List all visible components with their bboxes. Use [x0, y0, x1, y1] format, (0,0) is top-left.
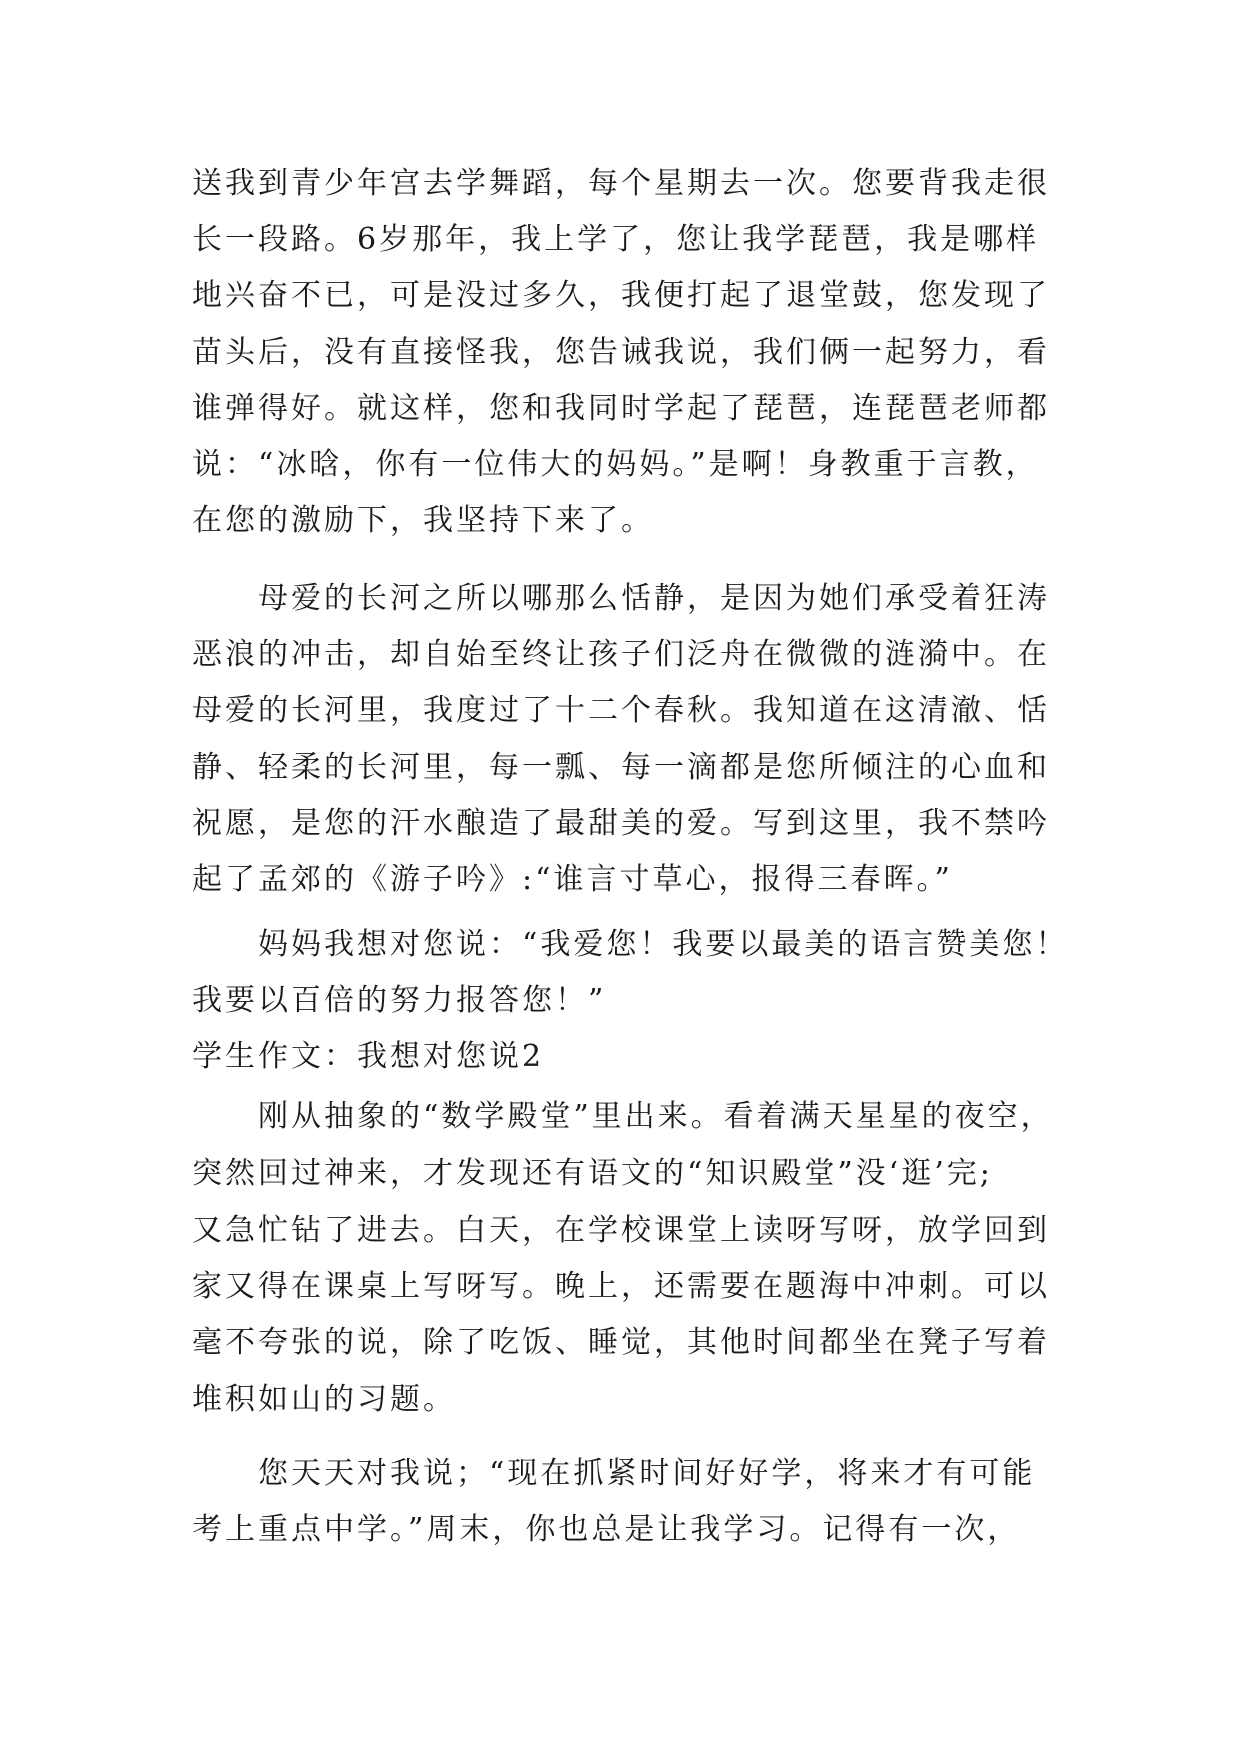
- paragraph-1-line-5: 谁弹得好。就这样，您和我同时学起了琵琶，连琵琶老师都: [192, 391, 1050, 426]
- paragraph-4-line-2: 突然回过神来，才发现还有语文的“知识殿堂”没‘逛’完;: [192, 1156, 993, 1191]
- paragraph-3-line-1: 妈妈我想对您说：“我爱您！我要以最美的语言赞美您！: [258, 927, 1069, 962]
- paragraph-1-line-1: 送我到青少年宫去学舞蹈，每个星期去一次。您要背我走很: [192, 166, 1050, 201]
- paragraph-5-line-1: 您天天对我说；“现在抓紧时间好好学，将来才有可能: [258, 1456, 1036, 1491]
- paragraph-2-line-6: 起了孟郊的《游子吟》:“谁言寸草心，报得三春晖。”: [192, 862, 953, 897]
- paragraph-1-line-6: 说：“冰晗，你有一位伟大的妈妈。”是啊！身教重于言教，: [192, 447, 1039, 482]
- paragraph-4-line-6: 堆积如山的习题。: [192, 1382, 456, 1417]
- paragraph-4-line-5: 毫不夸张的说，除了吃饭、睡觉，其他时间都坐在凳子写着: [192, 1325, 1050, 1360]
- paragraph-2-line-5: 祝愿，是您的汗水酿造了最甜美的爱。写到这里，我不禁吟: [192, 806, 1050, 841]
- essay-heading: 学生作文：我想对您说2: [192, 1039, 545, 1074]
- paragraph-1-line-4: 苗头后，没有直接怪我，您告诫我说，我们俩一起努力，看: [192, 335, 1050, 370]
- paragraph-2-line-3: 母爱的长河里，我度过了十二个春秋。我知道在这清澈、恬: [192, 693, 1050, 728]
- paragraph-2-line-1: 母爱的长河之所以哪那么恬静，是因为她们承受着狂涛: [258, 581, 1050, 616]
- paragraph-4-line-1: 刚从抽象的“数学殿堂”里出来。看着满天星星的夜空，: [258, 1099, 1054, 1134]
- paragraph-1-line-7: 在您的激励下，我坚持下来了。: [192, 503, 654, 538]
- paragraph-1-line-2: 长一段路。6岁那年，我上学了，您让我学琵琶，我是哪样: [192, 222, 1040, 257]
- paragraph-4-line-3: 又急忙钻了进去。白天，在学校课堂上读呀写呀，放学回到: [192, 1213, 1050, 1248]
- paragraph-5-line-2: 考上重点中学。”周末，你也总是让我学习。记得有一次，: [192, 1512, 1021, 1547]
- paragraph-4-line-4: 家又得在课桌上写呀写。晚上，还需要在题海中冲刺。可以: [192, 1269, 1050, 1304]
- paragraph-3-line-2: 我要以百倍的努力报答您！”: [192, 983, 607, 1018]
- paragraph-1-line-3: 地兴奋不已，可是没过多久，我便打起了退堂鼓，您发现了: [192, 278, 1050, 313]
- paragraph-2-line-4: 静、轻柔的长河里，每一瓢、每一滴都是您所倾注的心血和: [192, 750, 1050, 785]
- paragraph-2-line-2: 恶浪的冲击，却自始至终让孩子们泛舟在微微的涟漪中。在: [192, 637, 1050, 672]
